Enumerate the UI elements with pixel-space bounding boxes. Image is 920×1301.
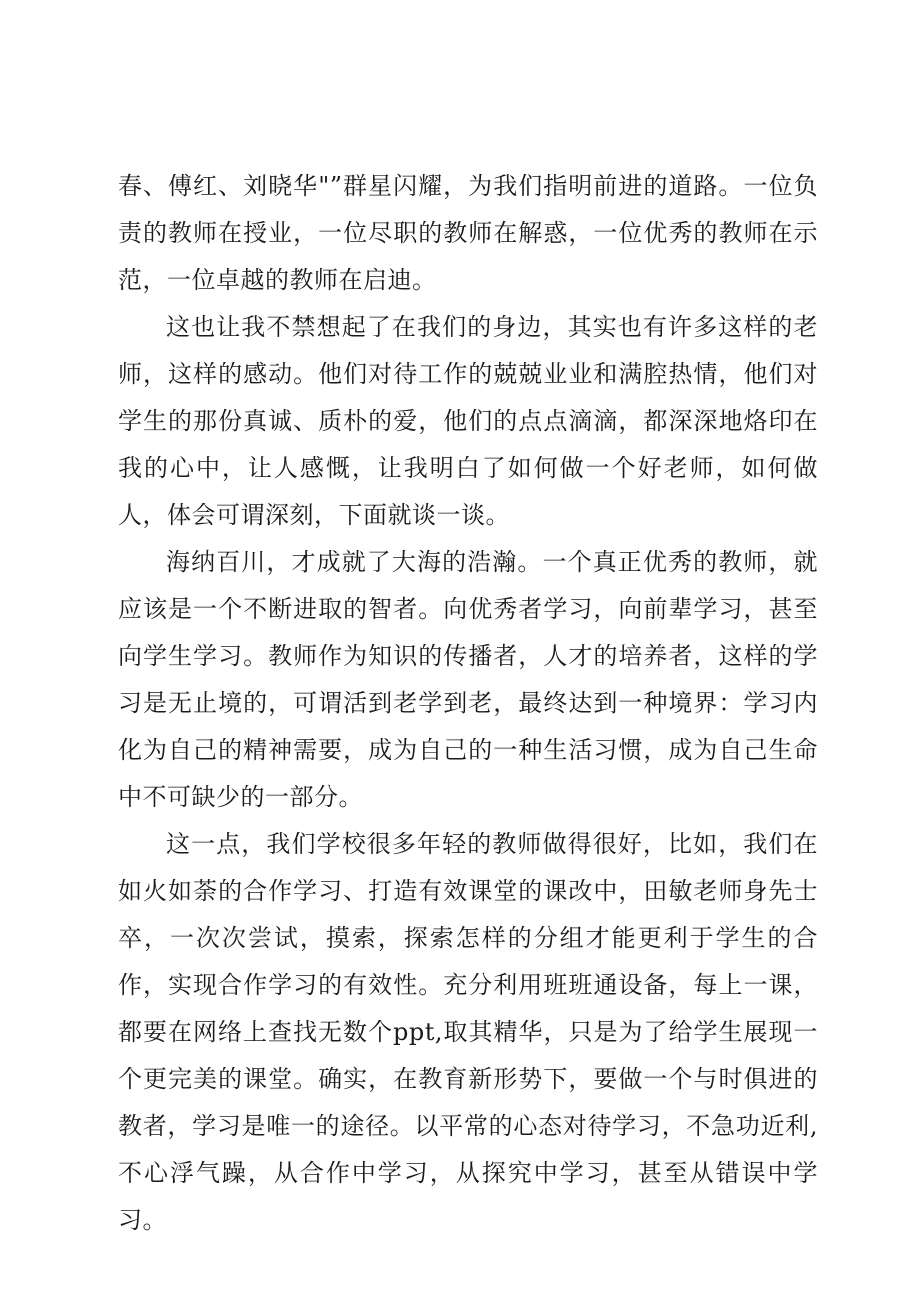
paragraph: 海纳百川，才成就了大海的浩瀚。一个真正优秀的教师，就应该是一个不断进取的智者。向优秀者学习，向前辈学习，甚至向学生学习。教师作为知识的传播者，人才的培养者，这样的学习是无止境的，可谓活到老学到老，最终达到一种境界：学习内化为自己的精神需要，成为自己的一种生活习惯，成为自己生命中不可缺少的一部分。 <box>118 548 818 811</box>
paragraph: 这也让我不禁想起了在我们的身边，其实也有许多这样的老师，这样的感动。他们对待工作的兢兢业业和满腔热情，他们对学生的那份真诚、质朴的爱，他们的点点滴滴，都深深地烙印在我的心中，让人感慨，让我明白了如何做一个好老师，如何做人，体会可谓深刻，下面就谈一谈。 <box>118 313 818 529</box>
document-body <box>118 163 818 1244</box>
paragraph: 这一点，我们学校很多年轻的教师做得很好，比如，我们在如火如荼的合作学习、打造有效课堂的课改中，田敏老师身先士卒，一次次尝试，摸索，探索怎样的分组才能更利于学生的合作，实现合作学习的有效性。充分利用班班通设备，每上一课，都要在网络上查找无数个ppt,取其精华，只是为了给学生展现一个更完美的课堂。确实，在教育新形势下，要做一个与时俱进的教者，学习是唯一的途径。以平常的心态对待学习，不急功近利,不心浮气躁，从合作中学习，从探究中学习，甚至从错误中学习。 <box>118 830 818 1234</box>
paragraph-continued: 春、傅红、刘晓华"”群星闪耀，为我们指明前进的道路。一位负责的教师在授业，一位尽职的教师在解惑，一位优秀的教师在示范，一位卓越的教师在启迪。 <box>118 172 818 294</box>
